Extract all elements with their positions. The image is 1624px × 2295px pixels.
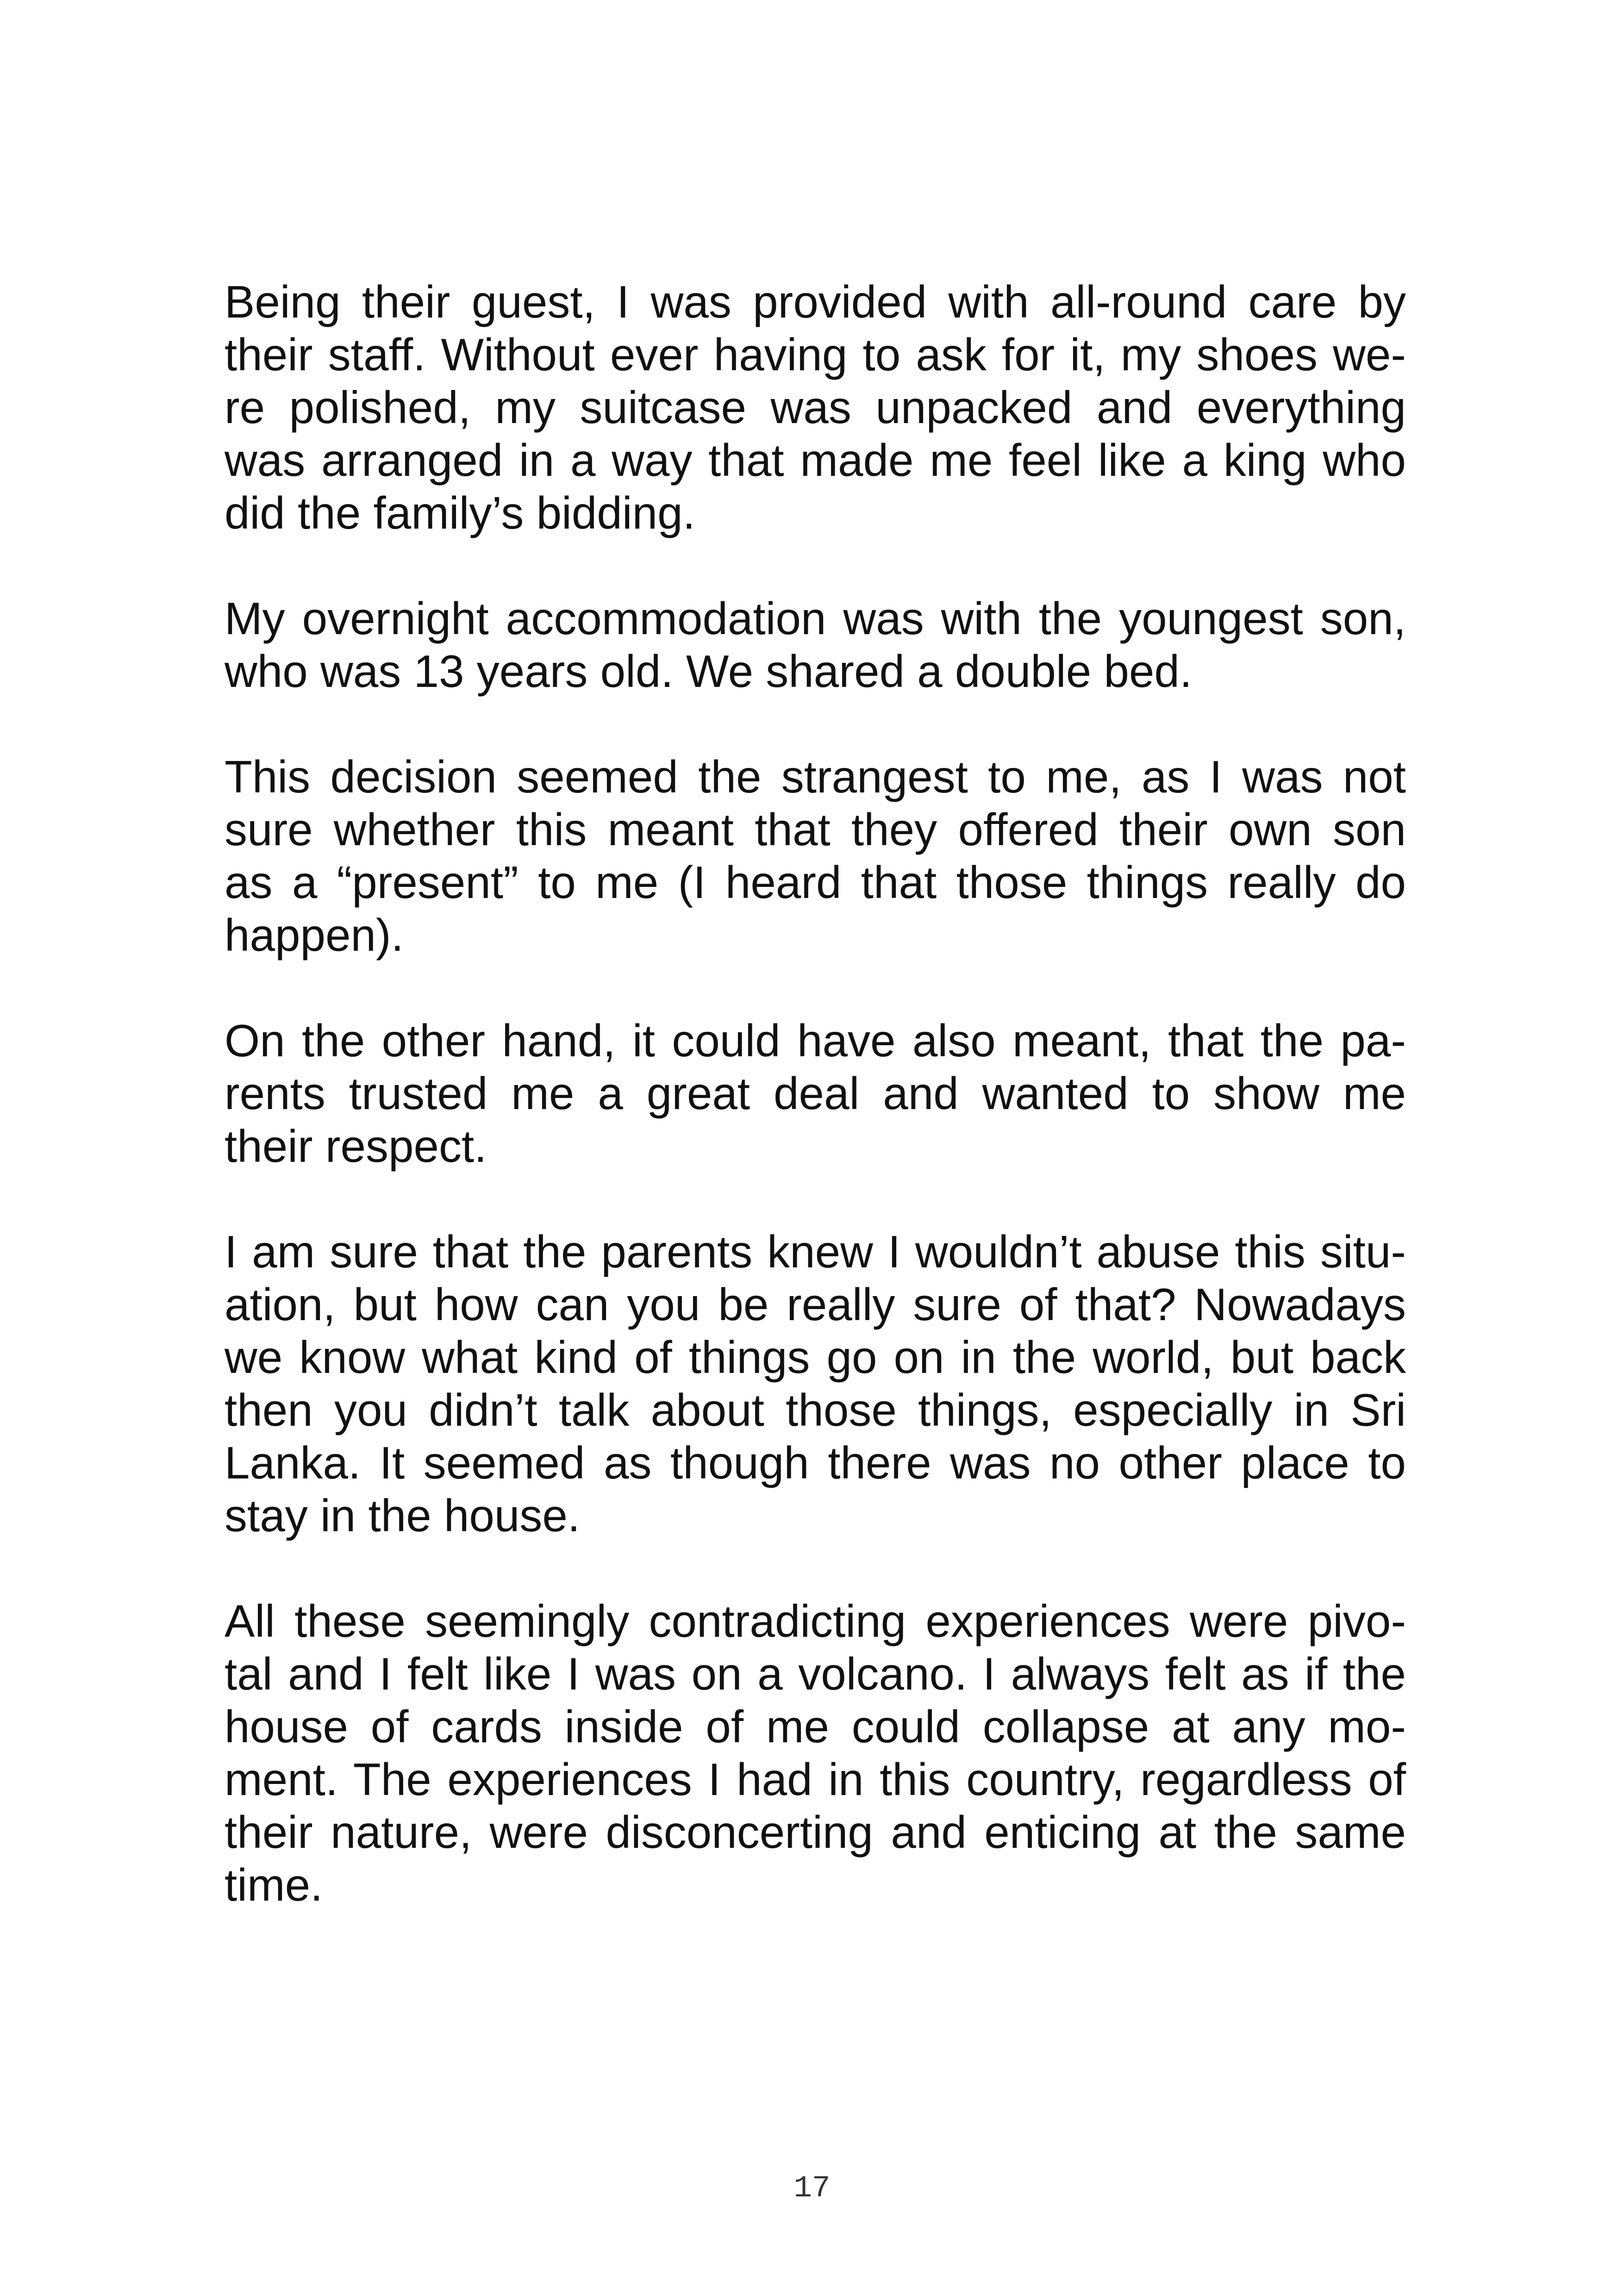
paragraph-3 — [225, 750, 1406, 961]
text-line: My overnight accommodation was with the youngest son, — [225, 593, 1406, 644]
text-line: All these seemingly contradicting experiences were pivo- — [225, 1596, 1406, 1646]
text-line: who was 13 years old. We shared a double bed. — [225, 646, 1193, 697]
text-line: re polished, my suitcase was unpacked and everything — [225, 382, 1406, 433]
paragraph-1 — [225, 275, 1406, 539]
text-line: On the other hand, it could have also meant, that the pa- — [225, 1015, 1406, 1066]
text-line: their staff. Without ever having to ask for it, my shoes we- — [225, 329, 1406, 380]
text-line: Being their guest, I was provided with all-round care by — [225, 276, 1406, 327]
paragraph-2 — [225, 592, 1406, 698]
text-line: sure whether this meant that they offered their own son — [225, 804, 1406, 855]
page-number: 17 — [793, 2171, 831, 2206]
paragraph-5 — [225, 1225, 1406, 1542]
text-line: Lanka. It seemed as though there was no other place to — [225, 1437, 1406, 1488]
body-text — [225, 275, 1406, 1964]
text-line: This decision seemed the strangest to me, as I was not — [225, 751, 1406, 802]
paragraph-4 — [225, 1014, 1406, 1172]
text-line: I am sure that the parents knew I wouldn’t abuse this situ- — [225, 1226, 1406, 1277]
text-line: as a “present” to me (I heard that those things really do — [225, 857, 1406, 908]
paragraph-6 — [225, 1595, 1406, 1911]
text-line: happen). — [225, 910, 404, 960]
text-line: house of cards inside of me could collapse at any mo- — [225, 1701, 1406, 1752]
text-line: their nature, were disconcerting and enticing at the same — [225, 1807, 1406, 1858]
text-line: ment. The experiences I had in this country, regardless of — [225, 1754, 1406, 1805]
text-line: then you didn’t talk about those things, especially in Sri — [225, 1384, 1406, 1435]
text-line: stay in the house. — [225, 1490, 581, 1541]
text-line: did the family’s bidding. — [225, 487, 695, 538]
text-line: we know what kind of things go on in the world, but back — [225, 1332, 1406, 1383]
text-line: was arranged in a way that made me feel like a king who — [225, 435, 1406, 486]
text-line: time. — [225, 1859, 323, 1910]
text-line: their respect. — [225, 1121, 487, 1172]
text-line: tal and I felt like I was on a volcano. I always felt as if the — [225, 1648, 1406, 1699]
text-line: ation, but how can you be really sure of that? Nowadays — [225, 1279, 1406, 1330]
text-line: rents trusted me a great deal and wanted to show me — [225, 1068, 1406, 1119]
